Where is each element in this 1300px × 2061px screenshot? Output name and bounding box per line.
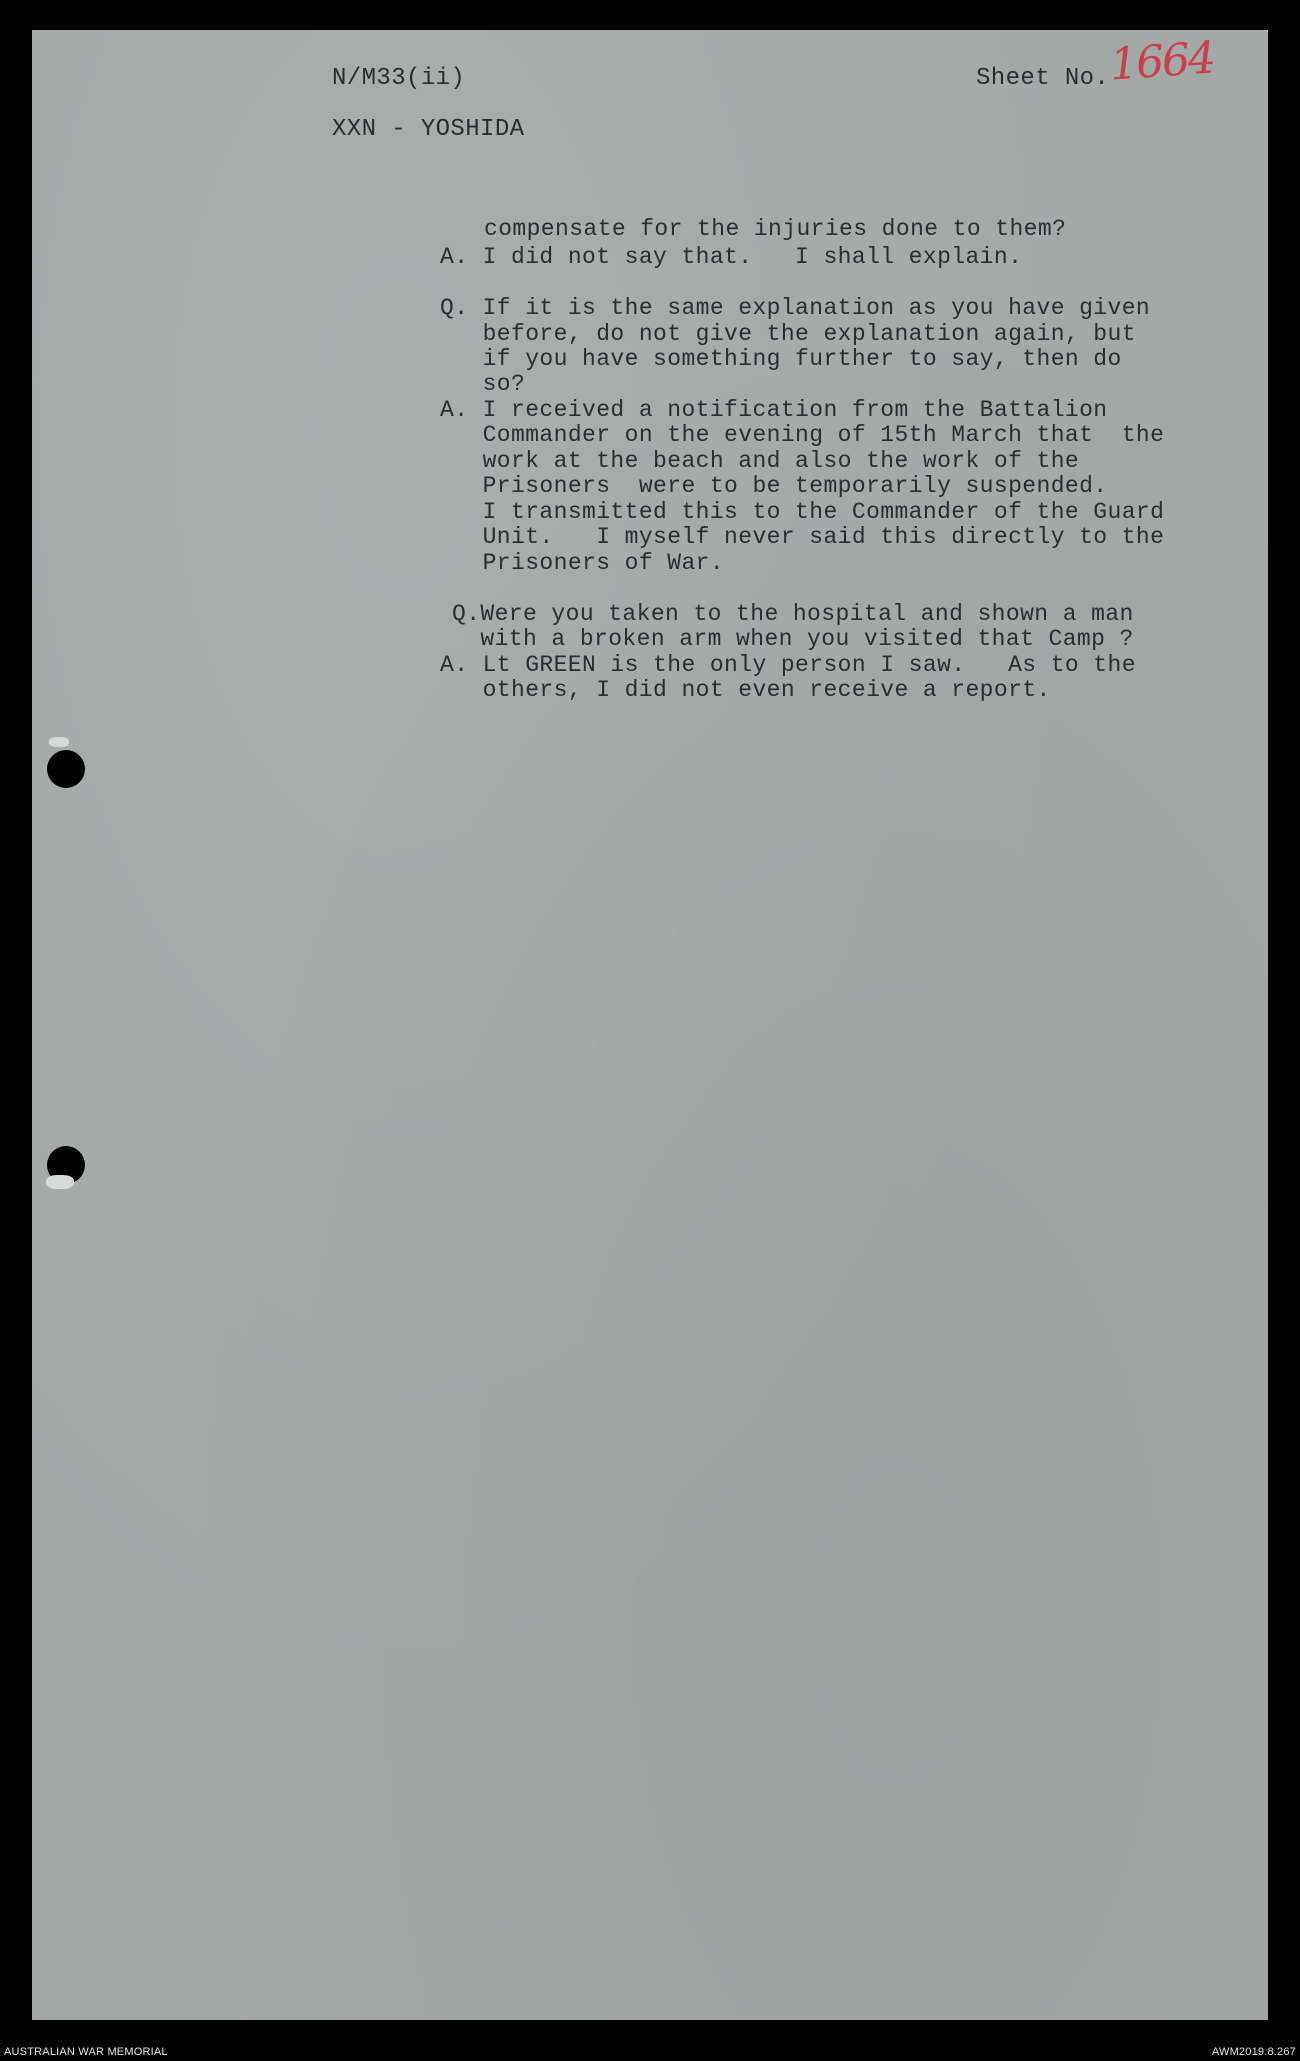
- transcript-line: with a broken arm when you visited that Camp ?: [452, 626, 1134, 652]
- transcript-line: so?: [440, 371, 526, 397]
- transcript-answer: A. I received a notification from the Battalion: [440, 397, 1108, 423]
- transcript-answer: A. Lt GREEN is the only person I saw. As to the: [440, 652, 1136, 678]
- paper-tear: [46, 1175, 74, 1189]
- paper-tear: [49, 737, 69, 747]
- punch-hole: [47, 750, 85, 788]
- transcript-line: Prisoners were to be temporarily suspended.: [440, 473, 1108, 499]
- transcript-question: Q. If it is the same explanation as you have given: [440, 295, 1151, 321]
- sheet-number-label: Sheet No.: [976, 65, 1110, 92]
- transcript-line: I transmitted this to the Commander of the Guard: [440, 499, 1165, 525]
- transcript-line: Prisoners of War.: [440, 550, 725, 576]
- sheet-number-handwritten: 1664: [1108, 32, 1216, 91]
- transcript-line: others, I did not even receive a report.: [440, 677, 1051, 703]
- archive-reference: AWM2019.8.267: [1211, 2046, 1296, 2058]
- transcript-line: Commander on the evening of 15th March that the: [440, 422, 1165, 448]
- transcript-question: Q.Were you taken to the hospital and shown a man: [452, 601, 1134, 627]
- transcript-answer: A. I did not say that. I shall explain.: [440, 244, 1023, 270]
- document-code: N/M33(ii): [332, 65, 466, 92]
- transcript-line: Unit. I myself never said this directly to the: [440, 524, 1165, 550]
- examination-subject: XXN - YOSHIDA: [332, 116, 525, 143]
- transcript-line: compensate for the injuries done to them?: [484, 216, 1067, 242]
- transcript-line: if you have something further to say, then do: [440, 346, 1122, 372]
- archive-credit: AUSTRALIAN WAR MEMORIAL: [4, 2046, 168, 2058]
- transcript-line: work at the beach and also the work of the: [440, 448, 1080, 474]
- transcript-line: before, do not give the explanation again, but: [440, 321, 1136, 347]
